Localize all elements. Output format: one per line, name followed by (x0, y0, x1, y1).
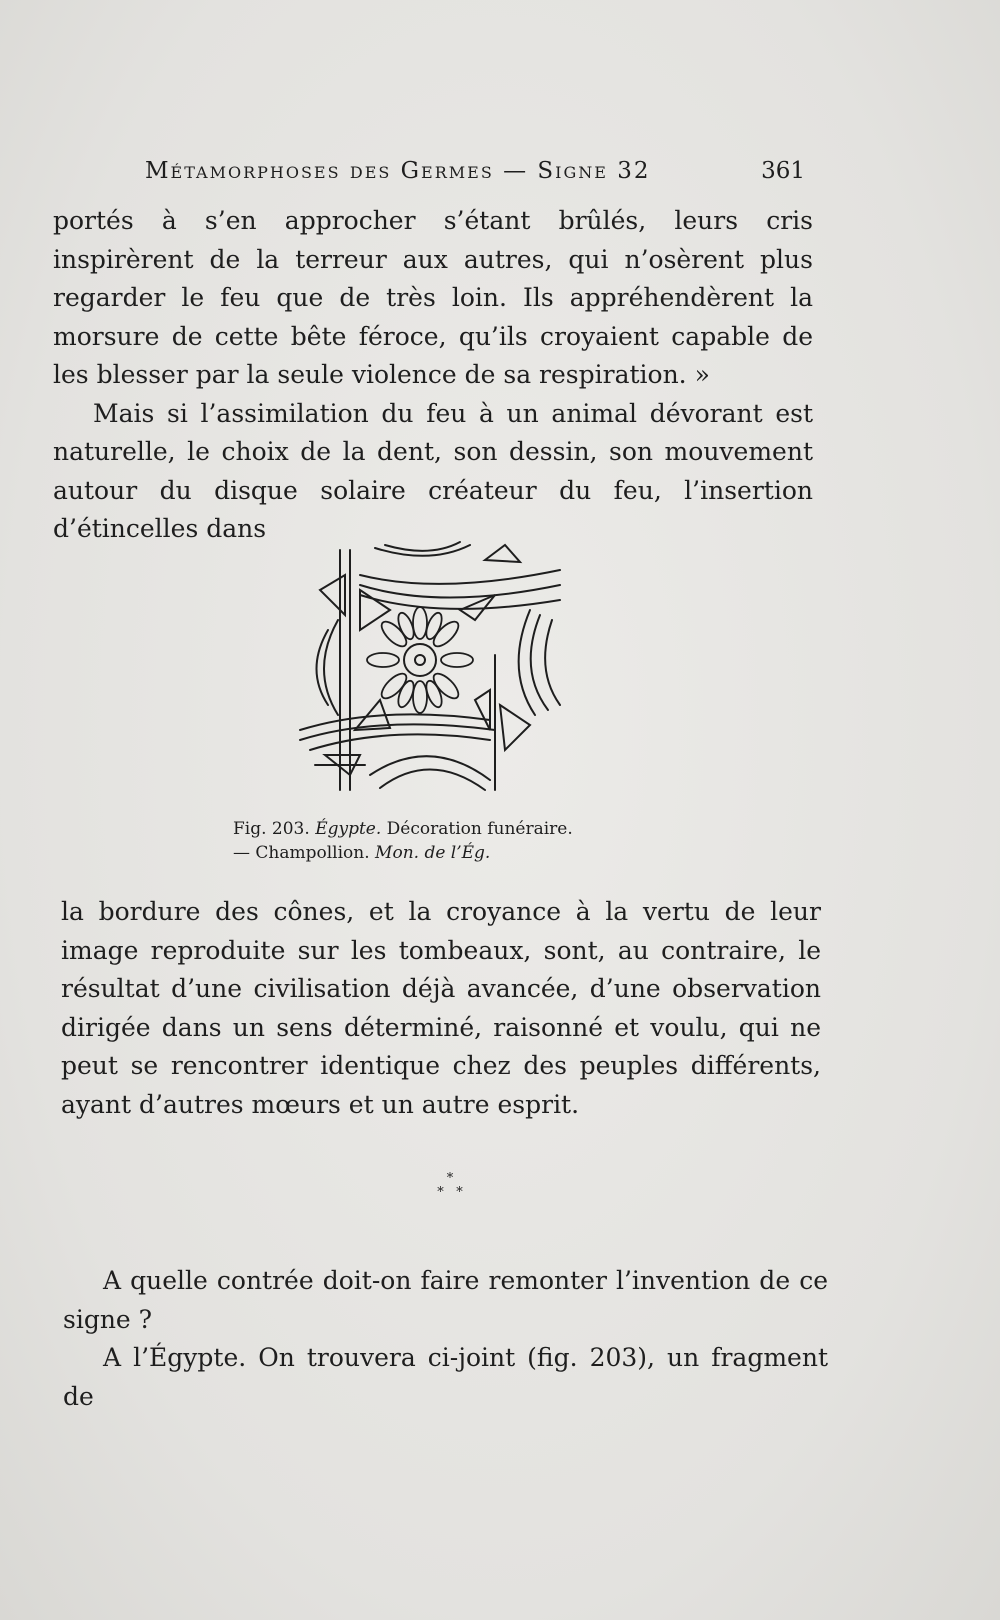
separator-top-star: * (446, 1171, 454, 1186)
figure-caption (233, 817, 673, 865)
paragraph: portés à s’en approcher s’étant brûlés, leurs cris inspirèrent de la terreur aux autres, qui n’osèrent plus regarder le feu que de très loin. Ils appréhendèrent la morsure de cette bête féroce, qu’ils croyaient capable de les blesser par la seule violence de sa respiration. » (53, 206, 813, 389)
caption-source: — Champollion. (233, 843, 370, 863)
caption-place: Égypte. (315, 819, 382, 839)
text-block-middle (61, 893, 821, 1124)
separator-bottom-stars: * * (437, 1185, 463, 1200)
caption-line-1 (233, 817, 673, 841)
caption-prefix: Fig. 203. (233, 819, 310, 839)
paragraph: A quelle contrée doit-on faire remonter l’invention de ce signe ? (63, 1266, 828, 1334)
page-number: 361 (761, 158, 805, 184)
text-block-top (53, 202, 813, 549)
caption-desc: Décoration funéraire. (386, 819, 573, 839)
section-separator (420, 1172, 480, 1212)
caption-work: Mon. de l’Ég. (375, 843, 491, 863)
rosette-drawing (290, 540, 590, 800)
paragraph: Mais si l’assimilation du feu à un animal dévorant est naturelle, le choix de la dent, son dessin, son mouvement autour du disque solaire créateur du feu, l’insertion d’étincelles dans (53, 398, 813, 543)
text-block-bottom (63, 1262, 828, 1416)
caption-line-2 (233, 841, 673, 865)
figure-illustration (290, 540, 590, 800)
running-title: Métamorphoses des Germes — Signe 32 (145, 158, 651, 184)
running-header (145, 158, 805, 198)
paragraph: la bordure des cônes, et la croyance à la vertu de leur image reproduite sur les tombeaux, sont, au contraire, le résultat d’une civilisation déjà avancée, d’une observation dirigée dans un sens déterminé, raisonné et voulu, qui ne peut se rencontrer identique chez des peuples différents, ayant d’autres mœurs et un autre esprit. (61, 897, 821, 1119)
paragraph: A l’Égypte. On trouvera ci-joint (fig. 203), un fragment de (63, 1343, 828, 1411)
